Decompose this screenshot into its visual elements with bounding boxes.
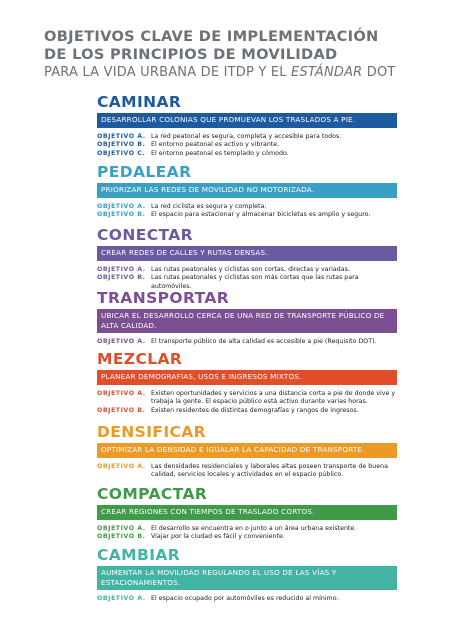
objective-text: El entorno peatonal es activo y vibrante. — [151, 141, 280, 149]
objective-label: OBJETIVO B. — [97, 533, 146, 541]
objective-label: OBJETIVO A. — [97, 595, 146, 602]
objective-label: OBJETIVO A. — [97, 462, 146, 470]
objectives-list — [97, 595, 397, 604]
page-title-line-1: OBJETIVOS CLAVE DE IMPLEMENTACIÓN — [44, 28, 379, 45]
objectives-list — [97, 463, 397, 480]
objectives-list — [97, 203, 397, 220]
section-conectar — [97, 226, 397, 291]
section-bar: CREAR REDES DE CALLES Y RUTAS DENSAS. — [97, 246, 397, 261]
objective-item — [97, 150, 397, 159]
objective-item — [97, 407, 397, 416]
objective-label: OBJETIVO B. — [97, 406, 146, 414]
page-header — [44, 28, 444, 81]
section-bar: PLANEAR DEMOGRAFÍAS, USOS E INGRESOS MIXTOS. — [97, 370, 397, 385]
section-title: CAMBIAR — [97, 546, 181, 564]
objective-item — [97, 211, 397, 220]
section-bar: OPTIMIZAR LA DENSIDAD E IGUALAR LA CAPACIDAD DE TRANSPORTE. — [97, 443, 397, 458]
objective-label: OBJETIVO A. — [97, 265, 146, 273]
objective-text: Viajar por la ciudad es fácil y conveniente. — [151, 533, 285, 541]
section-title: MEZCLAR — [97, 350, 183, 368]
objective-label: OBJETIVO B. — [97, 141, 146, 149]
section-title: TRANSPORTAR — [97, 289, 230, 307]
section-densificar — [97, 423, 397, 480]
objective-text: El espacio ocupado por automóviles es reducido al mínimo. — [151, 595, 339, 602]
section-pedalear — [97, 163, 397, 220]
objective-label: OBJETIVO B. — [97, 211, 146, 219]
objectives-list — [97, 390, 397, 416]
objective-item — [97, 595, 397, 604]
objective-label: OBJETIVO C. — [97, 149, 146, 157]
objective-text: El transporte público de alta calidad es accesible a pie (Requisito DOT). — [151, 338, 377, 345]
objective-text: El desarrollo se encuentra en o junto a un área urbana existente. — [151, 524, 357, 532]
section-bar: CREAR REGIONES CON TIEMPOS DE TRASLADO CORTOS. — [97, 505, 397, 520]
section-caminar — [97, 93, 397, 158]
objectives-list — [97, 338, 397, 347]
subtitle-post: DOT — [362, 65, 396, 80]
section-mezclar — [97, 350, 397, 415]
objectives-list — [97, 266, 397, 292]
section-bar: DESARROLLAR COLONIAS QUE PROMUEVAN LOS TRASLADOS A PIE. — [97, 113, 397, 128]
objective-item — [97, 141, 397, 150]
page-title-line-2: DE LOS PRINCIPIOS DE MOVILIDAD — [44, 46, 338, 63]
objective-label: OBJETIVO A. — [97, 524, 146, 532]
section-title: CONECTAR — [97, 226, 193, 244]
objective-text: La red ciclista es segura y completa. — [151, 202, 267, 210]
objective-item — [97, 525, 397, 534]
subtitle-pre: PARA LA VIDA URBANA DE ITDP Y EL — [44, 65, 292, 80]
objective-label: OBJETIVO B. — [97, 274, 146, 282]
section-title: CAMINAR — [97, 93, 182, 111]
section-bar: UBICAR EL DESARROLLO CERCA DE UNA RED DE TRANSPORTE PÚBLICO DE ALTA CALIDAD. — [97, 309, 397, 333]
objectives-list — [97, 525, 397, 542]
objective-text: La red peatonal es segura, completa y accesible para todos. — [151, 132, 342, 140]
objective-label: OBJETIVO A. — [97, 338, 146, 345]
objective-item — [97, 266, 397, 275]
page-subtitle — [44, 65, 444, 81]
section-cambiar — [97, 546, 397, 604]
objective-text: Existen oportunidades y servicios a una distancia corta a pie de donde vive y trabaja la gente. El espacio público está activo durante varias horas. — [151, 389, 396, 406]
section-title: PEDALEAR — [97, 163, 192, 181]
objective-text: Las densidades residenciales y laborales altas poseen transporte de buena calidad, servicios locales y actividades en el espacio público. — [151, 462, 388, 479]
objectives-list — [97, 133, 397, 159]
section-transportar — [97, 289, 397, 347]
objective-text: Las rutas peatonales y ciclistas son cortas, directas y variadas. — [151, 265, 350, 273]
objective-item — [97, 203, 397, 212]
objective-item — [97, 390, 397, 407]
objective-label: OBJETIVO A. — [97, 202, 146, 210]
section-bar: AUMENTAR LA MOVILIDAD REGULANDO EL USO DE LAS VÍAS Y ESTACIONAMIENTOS. — [97, 566, 397, 590]
objective-label: OBJETIVO A. — [97, 132, 146, 140]
objective-text: El espacio para estacionar y almacenar bicicletas es amplio y seguro. — [151, 211, 371, 219]
objective-item — [97, 463, 397, 480]
section-compactar — [97, 485, 397, 542]
objective-item — [97, 533, 397, 542]
section-title: COMPACTAR — [97, 485, 208, 503]
objective-text: Existen residentes de distintas demografías y rangos de ingresos. — [151, 406, 359, 414]
objective-label: OBJETIVO A. — [97, 389, 146, 397]
section-bar: PRIORIZAR LAS REDES DE MOVILIDAD NO MOTORIZADA. — [97, 183, 397, 198]
objective-text: Las rutas peatonales y ciclistas son más cortas que las rutas para automóviles. — [151, 274, 359, 290]
subtitle-emphasis: ESTÁNDAR — [291, 65, 363, 80]
section-title: DENSIFICAR — [97, 423, 207, 441]
objective-text: El entorno peatonal es templado y cómodo. — [151, 149, 289, 157]
objective-item — [97, 338, 397, 347]
objective-item — [97, 133, 397, 142]
